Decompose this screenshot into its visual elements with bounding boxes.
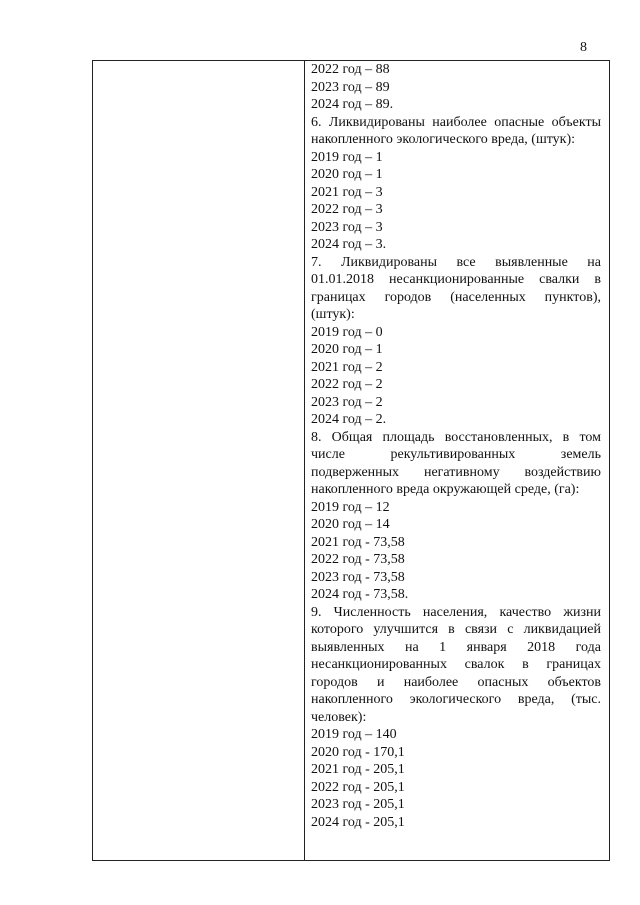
year-value-line: 2021 год – 2 xyxy=(311,359,383,375)
year-value-line: 2022 год – 2 xyxy=(311,377,383,392)
year-value-line: 2021 год – 3 xyxy=(311,184,383,200)
year-value-line: 2022 год – 3 xyxy=(311,202,383,217)
year-value-line: 2022 год - 205,1 xyxy=(311,779,405,795)
indicators-cell xyxy=(311,61,601,831)
indicator-heading: 7. Ликвидированы все выявленные на 01.01.2018 несанкционированные свалки в границах городов (населенных пунктов), (штук): xyxy=(311,254,601,322)
year-value-line: 2021 год - 205,1 xyxy=(311,762,405,777)
year-value-line: 2019 год – 0 xyxy=(311,324,383,340)
year-value-line: 2022 год - 73,58 xyxy=(311,552,405,567)
year-value-line: 2019 год – 140 xyxy=(311,727,397,742)
year-value-line: 2024 год - 73,58. xyxy=(311,587,409,602)
indicator-heading: 6. Ликвидированы наиболее опасные объекты накопленного экологического вреда, (штук): xyxy=(311,114,601,147)
indicator-heading: 8. Общая площадь восстановленных, в том числе рекультивированных земель подверженных негативному воздействию накопленного вреда окружающей среде, (га): xyxy=(311,429,601,497)
indicator-heading: 9. Численность населения, качество жизни которого улучшится в связи с ликвидацией выявленных на 1 января 2018 года несанкционированных свалок в границах городов и наиболее опасных объектов накопленного экологического вреда, (тыс. человек): xyxy=(311,604,601,725)
year-value-line: 2020 год – 1 xyxy=(311,167,383,182)
year-value-line: 2024 год - 205,1 xyxy=(311,814,405,830)
column-divider xyxy=(304,61,305,860)
year-value-line: 2024 год – 2. xyxy=(311,412,387,427)
year-value-line: 2023 год - 205,1 xyxy=(311,797,405,812)
page-number: 8 xyxy=(580,40,587,55)
year-value-line: 2021 год - 73,58 xyxy=(311,534,405,550)
year-value-line: 2019 год – 12 xyxy=(311,499,390,515)
year-value-line: 2019 год – 1 xyxy=(311,149,383,165)
year-value-line: 2020 год – 14 xyxy=(311,517,390,532)
year-value-line: 2024 год – 89. xyxy=(311,97,394,112)
year-value-line: 2023 год - 73,58 xyxy=(311,569,405,585)
year-value-line: 2023 год – 2 xyxy=(311,394,383,410)
year-value-line: 2023 год – 89 xyxy=(311,79,390,95)
year-value-line: 2020 год - 170,1 xyxy=(311,744,405,760)
year-value-line: 2020 год – 1 xyxy=(311,342,383,357)
year-value-line: 2024 год – 3. xyxy=(311,237,387,252)
year-value-line: 2022 год – 88 xyxy=(311,62,390,77)
year-value-line: 2023 год – 3 xyxy=(311,219,383,235)
document-table xyxy=(92,60,610,861)
